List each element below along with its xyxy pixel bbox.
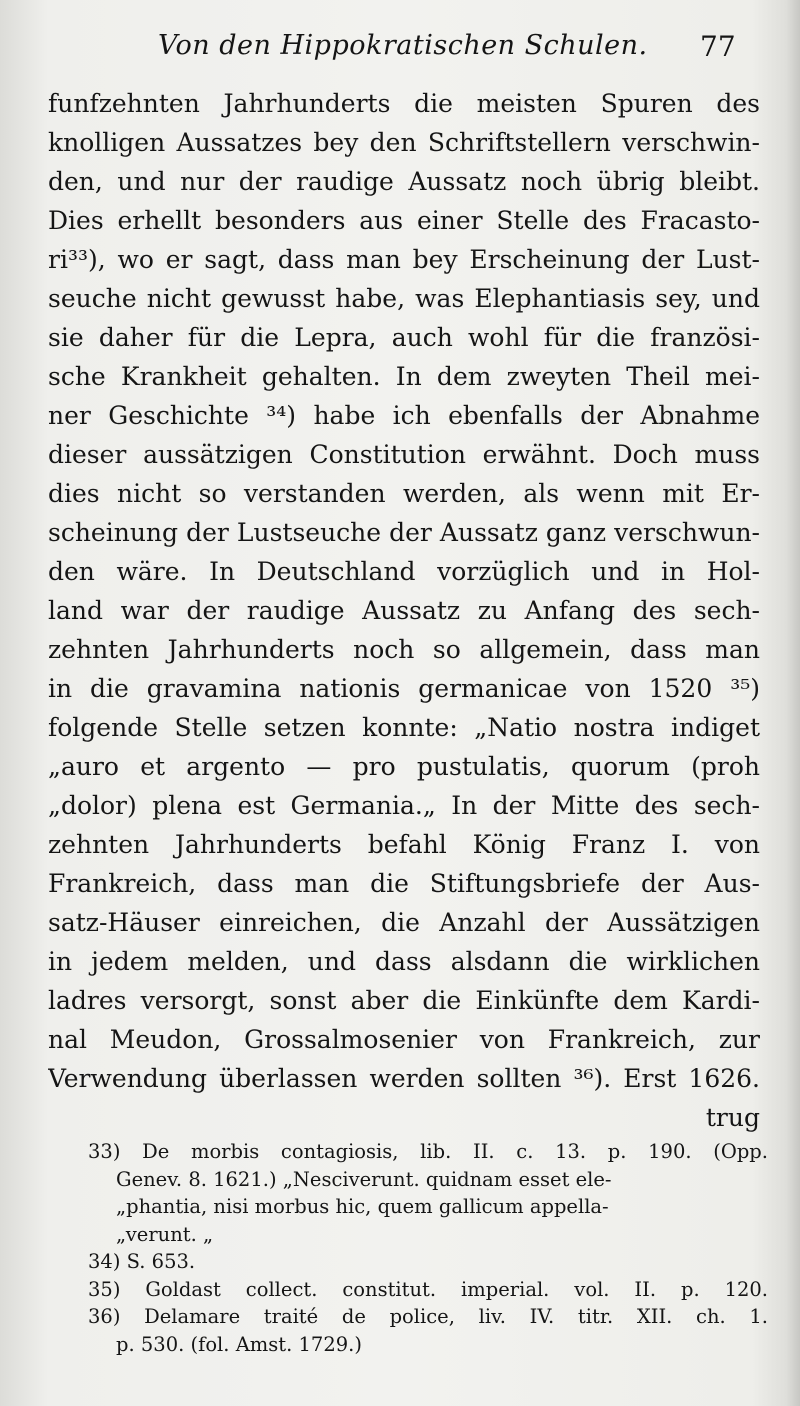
text-line: den wäre. In Deutschland vorzüglich und in Hol- (48, 557, 760, 586)
page-header (0, 24, 800, 74)
footnote-34: 34) S. 653. (88, 1250, 196, 1273)
footnote-36-cont: p. 530. (fol. Amst. 1729.) (116, 1332, 362, 1356)
footnotes (88, 1138, 768, 1358)
text-line: land war der raudige Aussatz zu Anfang des sech- (48, 596, 760, 625)
text-line: funfzehnten Jahrhunderts die meisten Spuren des (48, 89, 760, 118)
text-line: zehnten Jahrhunderts befahl König Franz I. von (48, 830, 760, 859)
text-line: scheinung der Lustseuche der Aussatz ganz verschwun- (48, 518, 760, 547)
footnote-35: 35) Goldast collect. constitut. imperial. vol. II. p. 120. (88, 1277, 768, 1301)
text-line: satz-Häuser einreichen, die Anzahl der Aussätzigen (48, 908, 760, 937)
page-edge-shadow (786, 0, 800, 1406)
text-line: den, und nur der raudige Aussatz noch übrig bleibt. (48, 167, 760, 196)
text-line: in die gravamina nationis germanicae von 1520 ³⁵) (48, 674, 760, 703)
text-line: zehnten Jahrhunderts noch so allgemein, dass man (48, 635, 760, 664)
body-text (48, 84, 760, 1137)
text-line: „auro et argento — pro pustulatis, quorum (proh (48, 752, 760, 781)
text-line: sche Krankheit gehalten. In dem zweyten Theil mei- (48, 362, 760, 391)
running-head: Von den Hippokratischen Schulen. (158, 30, 648, 61)
footnote-33: 33) De morbis contagiosis, lib. II. c. 13. p. 190. (Opp. (88, 1140, 768, 1163)
text-line: nal Meudon, Grossalmosenier von Frankreich, zur (48, 1025, 760, 1054)
text-line: Dies erhellt besonders aus einer Stelle des Fracasto- (48, 206, 760, 235)
catchword: trug (705, 1103, 760, 1132)
text-line: Verwendung überlassen werden sollten ³⁶). Erst 1626. (48, 1064, 760, 1093)
text-line: „dolor) plena est Germania.„ In der Mitte des sech- (48, 791, 760, 820)
text-line: in jedem melden, und dass alsdann die wirklichen (48, 947, 760, 976)
footnote-33-cont: „phantia, nisi morbus hic, quem gallicum appella- (116, 1195, 609, 1218)
footnote-36: 36) Delamare traité de police, liv. IV. titr. XII. ch. 1. (88, 1305, 768, 1328)
text-line: knolligen Aussatzes bey den Schriftstellern verschwin- (48, 128, 760, 157)
text-line: dieser aussätzigen Constitution erwähnt. Doch muss (48, 440, 760, 469)
footnote-33-cont: Genev. 8. 1621.) „Nesciverunt. quidnam esset ele- (116, 1167, 612, 1191)
text-line: seuche nicht gewusst habe, was Elephantiasis sey, und (48, 284, 760, 313)
text-line: ner Geschichte ³⁴) habe ich ebenfalls der Abnahme (48, 401, 760, 430)
footnote-33-cont: „verunt. „ (116, 1222, 214, 1246)
text-line: sie daher für die Lepra, auch wohl für die französi- (48, 323, 760, 352)
text-line: ladres versorgt, sonst aber die Einkünfte dem Kardi- (48, 986, 760, 1015)
text-line: dies nicht so verstanden werden, als wenn mit Er- (48, 479, 760, 508)
text-line: Frankreich, dass man die Stiftungsbriefe der Aus- (48, 869, 760, 898)
text-line: ri³³), wo er sagt, dass man bey Erscheinung der Lust- (48, 245, 760, 274)
text-line: folgende Stelle setzen konnte: „Natio nostra indiget (48, 713, 760, 742)
page-number: 77 (700, 30, 736, 63)
